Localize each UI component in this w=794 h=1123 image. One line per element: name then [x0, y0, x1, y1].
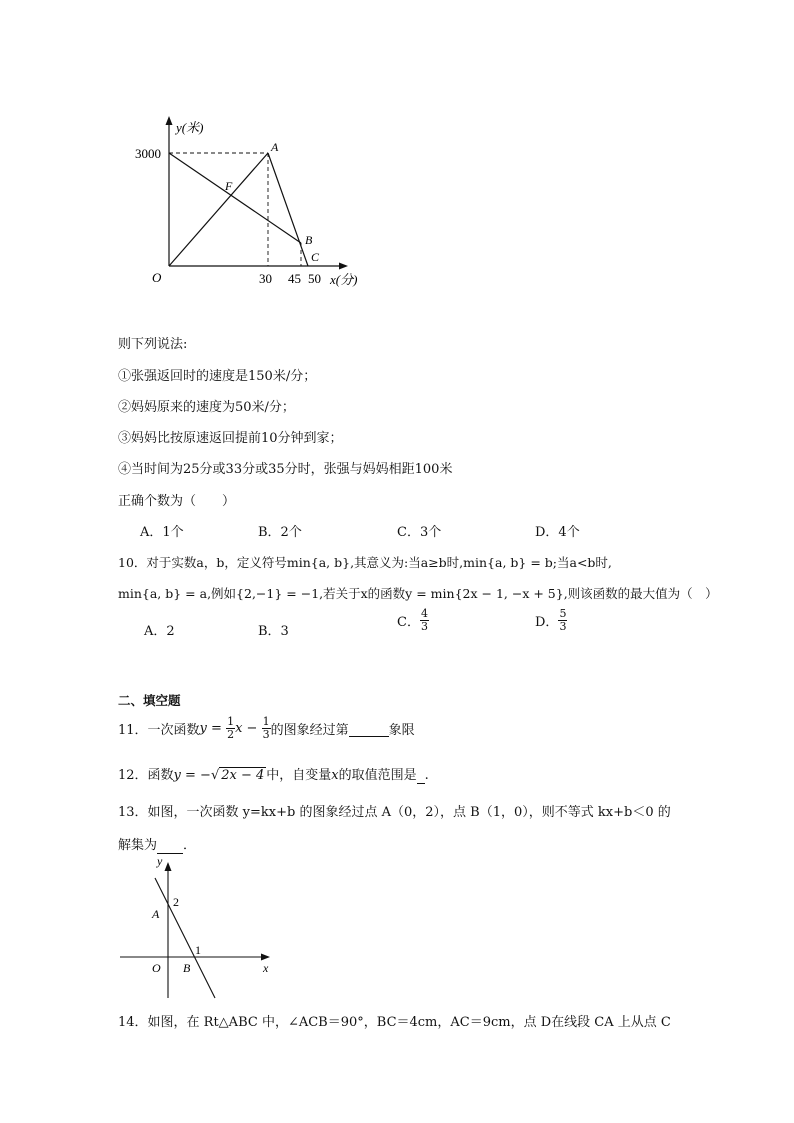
- q11-answer-blank[interactable]: [349, 721, 389, 737]
- q12-prefix: 12．函数: [118, 768, 174, 783]
- q10-option-c[interactable]: [397, 608, 429, 633]
- q11-suffix-2: 象限: [388, 723, 415, 738]
- line-OA: [169, 153, 268, 266]
- fraction-denominator: 3: [420, 620, 428, 633]
- q11-suffix-1: 的图象经过第: [270, 723, 349, 738]
- fraction-denominator: 3: [262, 728, 270, 741]
- x-tick-45: 45: [288, 271, 301, 286]
- q9-statement-3: ③妈妈比按原速返回提前10分钟到家；: [118, 431, 343, 446]
- point-B-label: B: [183, 961, 191, 975]
- q10-option-c-label: C．: [397, 615, 420, 630]
- y-axis-arrow: [166, 116, 173, 125]
- q10-option-d[interactable]: [535, 608, 567, 633]
- y-axis-label: y(米): [176, 120, 204, 135]
- q9-question: 正确个数为（ ）: [118, 494, 236, 509]
- q10-option-a[interactable]: A．2: [144, 624, 175, 639]
- q12: [118, 764, 429, 784]
- q9-statement-4: ④当时间为25分或33分或35分时，张强与妈妈相距100米: [118, 462, 453, 477]
- section-title: 二、填空题: [118, 693, 181, 708]
- q12-end: .: [424, 768, 429, 783]
- origin-label: O: [152, 270, 162, 285]
- q10-line-1: 10．对于实数a，b，定义符号min{a, b},其意义为:当a≥b时,min{a, b} = b;当a<b时,: [118, 555, 612, 570]
- point-B: B: [305, 233, 313, 247]
- line-mom: [169, 153, 301, 243]
- x-tick-30: 30: [259, 271, 272, 286]
- q13-line-2-text: 解集为: [118, 838, 158, 853]
- q11: [118, 716, 415, 741]
- q9-statement-1: ①张强返回时的速度是150米/分；: [118, 369, 317, 384]
- y-tick-3000: 3000: [135, 146, 161, 161]
- q10-option-d-label: D．: [535, 615, 559, 630]
- q12-radicand: 2x − 4: [221, 768, 265, 783]
- point-F: F: [225, 179, 233, 193]
- q9-option-c[interactable]: C．3个: [397, 525, 442, 540]
- distance-time-graph: [130, 110, 390, 290]
- q10-line-2: min{a, b} = a,例如{2,−1} = −1,若关于x的函数y = min{2x − 1, −x + 5},则该函数的最大值为（ ）: [118, 586, 718, 601]
- x-axis-arrow: [261, 954, 270, 961]
- y-axis-arrow: [165, 862, 172, 871]
- q12-suffix: 的取值范围是: [338, 768, 417, 783]
- function-line: [155, 878, 215, 998]
- sqrt-icon: √: [210, 768, 220, 783]
- q12-mid: 中，自变量: [266, 768, 332, 783]
- q11-y-eq: y =: [199, 721, 222, 736]
- x-axis-label: x(分): [330, 272, 358, 287]
- q12-expr-lhs: y = −: [173, 768, 211, 783]
- q11-prefix: 11．一次函数: [118, 723, 200, 738]
- q11-fraction-2: [262, 716, 271, 741]
- q12-var: x: [331, 768, 339, 783]
- q9-option-d[interactable]: D．4个: [535, 525, 580, 540]
- q13-line-2-end: ．: [183, 838, 197, 853]
- point-C: C: [311, 250, 320, 264]
- linear-function-graph: [110, 850, 290, 1010]
- q9-option-a[interactable]: A．1个: [140, 525, 184, 540]
- fraction-numerator: 1: [227, 715, 235, 728]
- x-axis-arrow: [339, 263, 348, 270]
- q13-line-1: 13．如图，一次函数 y=kx+b 的图象经过点 A（0，2），点 B（1，0），则不等式 kx+b＜0 的: [118, 805, 671, 820]
- q10-option-c-fraction: [420, 608, 429, 633]
- q11-fraction-1: [226, 716, 235, 741]
- line-AC: [268, 153, 308, 266]
- y-label: y: [157, 854, 163, 868]
- q9-statement-2: ②妈妈原来的速度为50米/分；: [118, 400, 295, 415]
- q14-line-1: 14．如图，在 Rt△ABC 中，∠ACB＝90°，BC＝4cm，AC＝9cm，点 D在线段 CA 上从点 C: [118, 1015, 671, 1030]
- q12-answer-blank[interactable]: [417, 768, 425, 784]
- point-A-label: A: [152, 907, 160, 921]
- q10-option-b[interactable]: B．3: [258, 624, 289, 639]
- tick-2-label: 2: [173, 895, 179, 909]
- point-A: A: [271, 140, 279, 154]
- x-tick-50: 50: [308, 271, 321, 286]
- fraction-denominator: 2: [227, 728, 235, 741]
- fraction-numerator: 5: [559, 607, 567, 620]
- q9-intro: 则下列说法:: [118, 337, 188, 352]
- q11-x-minus: x −: [235, 721, 258, 736]
- x-label: x: [263, 961, 269, 975]
- q10-option-d-fraction: [558, 608, 567, 633]
- origin-label: O: [152, 961, 161, 975]
- fraction-numerator: 1: [262, 715, 270, 728]
- q9-option-b[interactable]: B．2个: [258, 525, 302, 540]
- fraction-denominator: 3: [559, 620, 567, 633]
- fraction-numerator: 4: [420, 607, 428, 620]
- tick-1-label: 1: [195, 943, 201, 957]
